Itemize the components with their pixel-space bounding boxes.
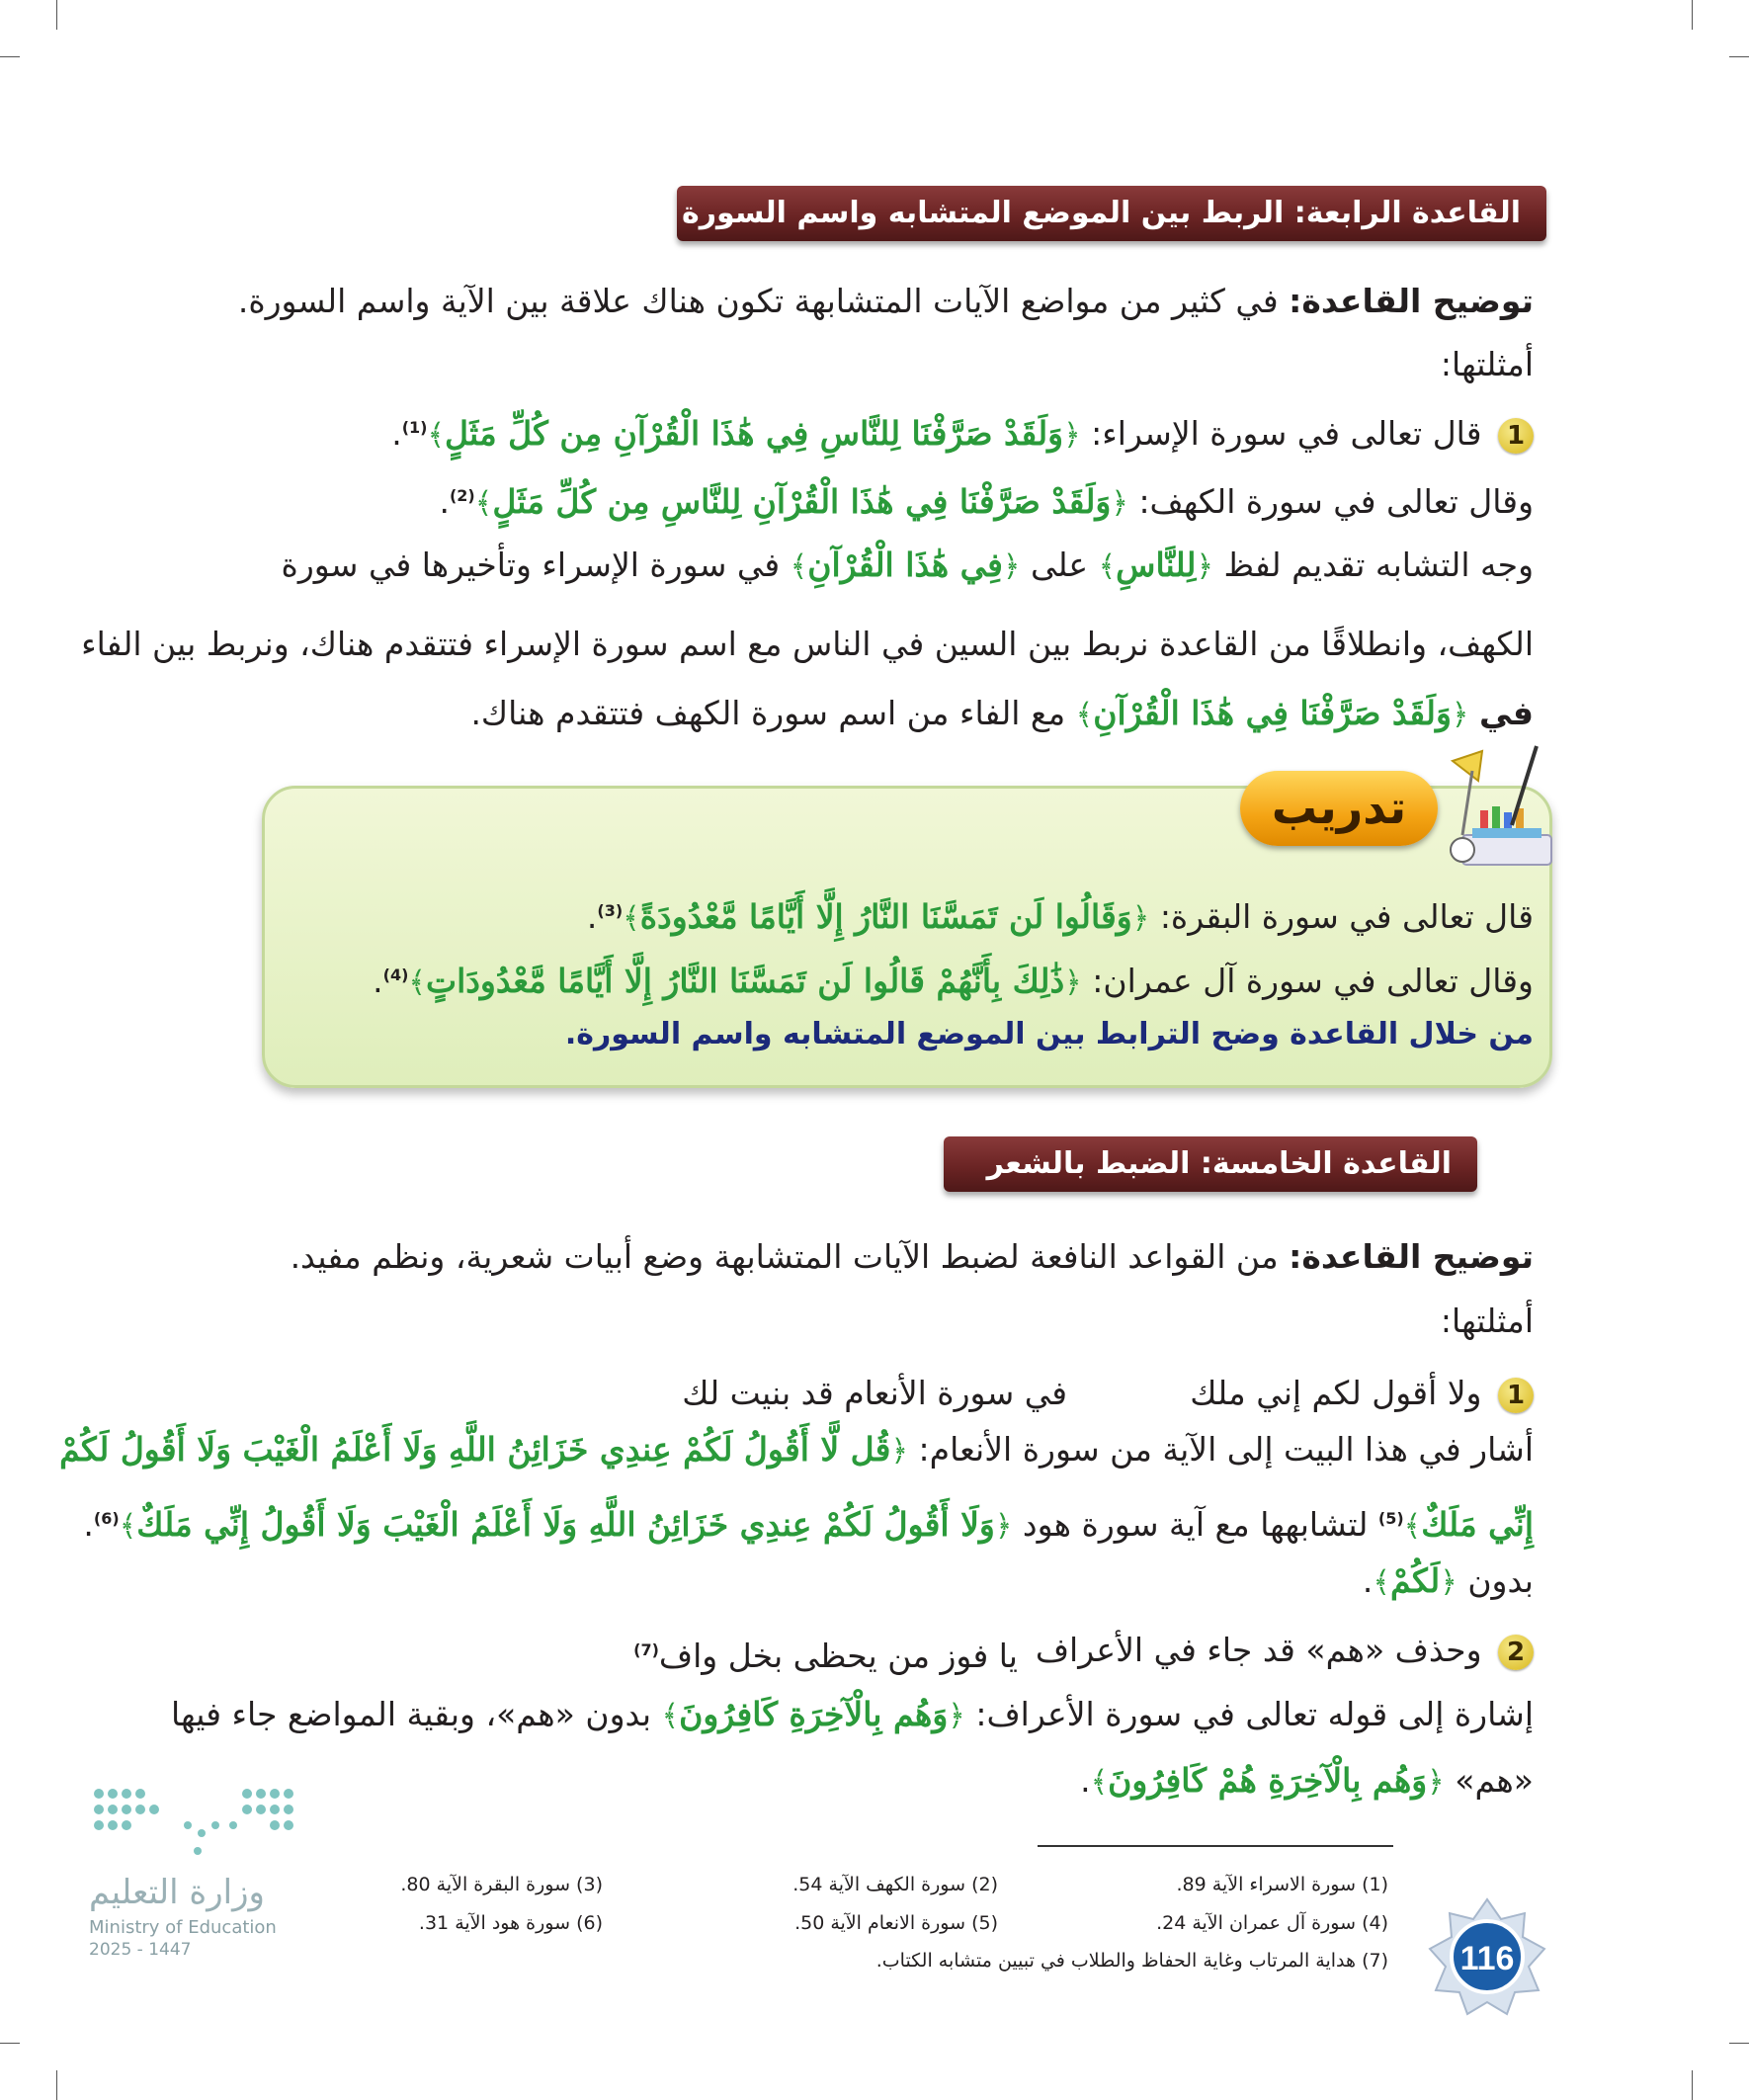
quran-verse: إِنِّي مَلَكٌ	[1421, 1505, 1534, 1544]
quran-bracket-close-icon: ﴾	[1373, 1565, 1390, 1600]
footnote-ref: (3)	[597, 901, 624, 920]
rule4-para1	[227, 539, 1534, 594]
explanation-label: توضيح القاعدة:	[1289, 282, 1534, 320]
rule4-example2: وقال تعالى في سورة الكهف: ﴿وَلَقَدْ صَرَّفْنَا فِي هَٰذَا الْقُرْآنِ لِلنَّاسِ مِن كُلِّ مَثَلٍ﴾$^{(2)}$.	[439, 482, 1534, 521]
footnote-1: (1) سورة الاسراء الآية 89.	[1176, 1874, 1388, 1895]
footnote-ref: (1)	[401, 418, 428, 437]
desk-lamp-books-icon	[1443, 741, 1561, 880]
footnote-ref: (7)	[633, 1640, 659, 1659]
practice-tab: تدريب	[1240, 771, 1438, 846]
crop-mark	[1729, 2043, 1749, 2044]
page-number: 116	[1459, 1940, 1515, 1977]
poem-second-hemistich: في سورة الأنعام قد بنيت لك	[682, 1374, 1067, 1412]
ex1-intro: قال تعالى في سورة الإسراء:	[1091, 414, 1482, 453]
para-text: قال تعالى في سورة البقرة:	[1159, 897, 1534, 936]
ex2-intro: وقال تعالى في سورة الكهف:	[1138, 482, 1534, 521]
poem-first-hemistich: وحذف «هم» قد جاء في الأعراف	[1035, 1631, 1482, 1669]
quran-verse: وَلَقَدْ صَرَّفْنَا فِي هَٰذَا الْقُرْآنِ	[1093, 694, 1452, 732]
rule5-heading: القاعدة الخامسة: الضبط بالشعر	[944, 1136, 1477, 1192]
quran-bracket-close-icon: ﴾	[427, 418, 446, 453]
rule5-p3: بدون ﴿لَكُمْ﴾.	[1362, 1561, 1534, 1600]
para-text: أشار في هذا البيت إلى الآية من سورة الأنعام:	[918, 1430, 1534, 1469]
para-text: في	[1479, 694, 1534, 732]
rule4-para2	[81, 618, 1534, 671]
quran-bracket-close-icon: ﴾	[408, 966, 426, 1000]
quran-bracket-close-icon: ﴾	[623, 901, 640, 936]
quran-bracket-open-icon: ﴿	[1063, 418, 1081, 453]
para-text: الكهف، وانطلاقًا من القاعدة نربط بين السين في الناس مع اسم سورة الإسراء فتتقدم هناك، ونربط بين الفاء	[81, 625, 1534, 663]
quran-bracket-close-icon: ﴾	[790, 549, 808, 584]
rule5-p2: إِنِّي مَلَكٌ﴾$^{(5)}$ لتشابهها مع آية سورة هود ﴿وَلَا أَقُولُ لَكُمْ عِندِي خَزَائِنُ اللَّهِ وَلَا أَعْلَمُ الْغَيْبَ وَلَا أَقُولُ إِنِّي مَلَكٌ﴾$^{(6)}$.	[83, 1505, 1534, 1544]
ministry-dots-icon	[79, 1774, 316, 1873]
footnote-ref: (6)	[93, 1509, 120, 1528]
quran-bracket-open-icon: ﴿	[1440, 1565, 1458, 1600]
quran-bracket-close-icon: ﴾	[1403, 1509, 1422, 1544]
para-text: «هم»	[1455, 1761, 1534, 1800]
ministry-arabic: وزارة التعليم	[89, 1873, 265, 1912]
rule5-examples-label	[227, 1295, 1534, 1348]
quran-bracket-close-icon: ﴾	[474, 486, 493, 521]
footnote-5: (5) سورة الانعام الآية 50.	[794, 1912, 998, 1934]
footnote-4: (4) سورة آل عمران الآية 24.	[1156, 1912, 1388, 1934]
footnote-7: (7) هداية المرتاب وغاية الحفاظ والطلاب في تبيين متشابه الكتاب.	[875, 1950, 1388, 1972]
rule5-p4	[170, 1688, 1534, 1743]
crop-mark	[0, 2043, 20, 2044]
quran-verse: فِي هَٰذَا الْقُرْآنِ	[807, 546, 1003, 584]
quran-verse: وَقَالُوا لَن تَمَسَّنَا النَّارُ إِلَّا أَيَّامًا مَّعْدُودَةً	[639, 897, 1132, 936]
para-text: إشارة إلى قوله تعالى في سورة الأعراف:	[975, 1695, 1534, 1733]
quran-bracket-close-icon: ﴾	[119, 1509, 137, 1544]
quran-bracket-open-icon: ﴿	[994, 1509, 1013, 1544]
footnote-ref: (2)	[449, 486, 475, 505]
example-number-badge: 1	[1498, 1378, 1534, 1413]
poem-second-hemistich: يا فوز من يحظى بخل واف	[658, 1637, 1018, 1675]
explanation-text: في كثير من مواضع الآيات المتشابهة تكون هناك علاقة بين الآية واسم السورة.	[237, 282, 1290, 320]
rule5-p5: «هم» ﴿وَهُم بِالْآخِرَةِ هُمْ كَافِرُونَ﴾.	[1080, 1761, 1534, 1800]
quran-bracket-open-icon: ﴿	[1064, 966, 1082, 1000]
poem1-second	[682, 1367, 1067, 1420]
quran-bracket-open-icon: ﴿	[1427, 1765, 1445, 1800]
footnote-3: (3) سورة البقرة الآية 80.	[400, 1874, 603, 1895]
para-text: وجه التشابه تقديم لفظ	[1223, 546, 1534, 584]
crop-mark	[1692, 0, 1693, 30]
para-text: مع الفاء من اسم سورة الكهف فتتقدم هناك.	[470, 694, 1066, 732]
rule5-p1	[59, 1423, 1534, 1478]
ministry-english: Ministry of Education	[89, 1917, 277, 1938]
rule4-examples-label	[227, 338, 1534, 391]
footnote-divider	[1038, 1845, 1393, 1847]
ministry-logo	[79, 1774, 316, 1962]
quran-verse: لَكُمْ	[1389, 1561, 1441, 1600]
quran-verse: ذَٰلِكَ بِأَنَّهُمْ قَالُوا لَن تَمَسَّنَا النَّارُ إِلَّا أَيَّامًا مَّعْدُودَاتٍ	[426, 962, 1065, 1000]
quran-bracket-close-icon: ﴾	[661, 1699, 680, 1733]
quran-bracket-open-icon: ﴿	[890, 1434, 909, 1469]
quran-verse: لِلنَّاسِ	[1116, 546, 1197, 584]
rule5-explanation	[227, 1230, 1534, 1284]
quran-bracket-open-icon: ﴿	[1002, 549, 1021, 584]
footnote-6: (6) سورة هود الآية 31.	[418, 1912, 603, 1934]
practice-q2: وقال تعالى في سورة آل عمران: ﴿ذَٰلِكَ بِأَنَّهُمْ قَالُوا لَن تَمَسَّنَا النَّارُ إِلَّا أَيَّامًا مَّعْدُودَاتٍ﴾$^{(4)}$.	[373, 962, 1534, 1000]
quran-verse: وَلَقَدْ صَرَّفْنَا لِلنَّاسِ فِي هَٰذَا الْقُرْآنِ مِن كُلِّ مَثَلٍ	[445, 414, 1064, 453]
poem1-line	[1190, 1367, 1534, 1420]
para-text: على	[1030, 546, 1089, 584]
quran-verse: وَهُم بِالْآخِرَةِ كَافِرُونَ	[679, 1695, 949, 1733]
quran-bracket-open-icon: ﴿	[1111, 486, 1128, 521]
poem2-line	[1036, 1624, 1534, 1677]
para-text: وقال تعالى في سورة آل عمران:	[1092, 962, 1534, 1000]
page-number-badge	[1428, 1897, 1546, 2016]
crop-mark	[1692, 2070, 1693, 2100]
quran-bracket-open-icon: ﴿	[1131, 901, 1150, 936]
footnote-ref: (4)	[382, 966, 409, 984]
example-number-badge: 1	[1498, 418, 1534, 454]
crop-mark	[56, 0, 57, 30]
quran-bracket-open-icon: ﴿	[948, 1699, 965, 1733]
practice-q1: قال تعالى في سورة البقرة: ﴿وَقَالُوا لَن تَمَسَّنَا النَّارُ إِلَّا أَيَّامًا مَّعْدُودَةً﴾$^{(3)}$.	[586, 897, 1534, 936]
crop-mark	[1729, 56, 1749, 57]
quran-verse: وَهُم بِالْآخِرَةِ هُمْ كَافِرُونَ	[1108, 1761, 1428, 1800]
rule4-example1: 1 قال تعالى في سورة الإسراء: ﴿وَلَقَدْ صَرَّفْنَا لِلنَّاسِ فِي هَٰذَا الْقُرْآنِ مِن كُلِّ مَثَلٍ﴾$^{(1)}$.	[227, 401, 1534, 462]
rule4-explanation	[227, 275, 1534, 328]
rule4-para3	[227, 687, 1534, 742]
quran-bracket-close-icon: ﴾	[1090, 1765, 1109, 1800]
practice-task	[227, 1008, 1534, 1061]
explanation-label: توضيح القاعدة:	[1289, 1237, 1534, 1276]
task-text: من خلال القاعدة وضح الترابط بين الموضع المتشابه واسم السورة.	[564, 1017, 1534, 1051]
rule4-heading: القاعدة الرابعة: الربط بين الموضع المتشابه واسم السورة	[677, 186, 1546, 241]
para-text: بدون «هم»، وبقية المواضع جاء فيها	[170, 1695, 652, 1733]
ministry-year: 2025 - 1447	[89, 1940, 192, 1960]
quran-bracket-open-icon: ﴿	[1196, 549, 1214, 584]
quran-bracket-close-icon: ﴾	[1098, 549, 1117, 584]
quran-verse: قُل لَّا أَقُولُ لَكُمْ عِندِي خَزَائِنُ اللَّهِ وَلَا أَعْلَمُ الْغَيْبَ وَلَا أَقُولُ لَكُمْ	[59, 1430, 891, 1469]
quran-verse: وَلَقَدْ صَرَّفْنَا فِي هَٰذَا الْقُرْآنِ لِلنَّاسِ مِن كُلِّ مَثَلٍ	[492, 482, 1112, 521]
footnote-ref: (5)	[1377, 1509, 1404, 1528]
quran-bracket-close-icon: ﴾	[1075, 698, 1094, 732]
poem-first-hemistich: ولا أقول لكم إني ملك	[1190, 1374, 1482, 1412]
crop-mark	[56, 2070, 57, 2100]
para-text: لتشابهها مع آية سورة هود	[1022, 1505, 1369, 1544]
quran-verse: وَلَا أَقُولُ لَكُمْ عِندِي خَزَائِنُ اللَّهِ وَلَا أَعْلَمُ الْغَيْبَ وَلَا أَقُولُ إِنِّي مَلَكٌ	[136, 1505, 995, 1544]
para-text: في سورة الإسراء وتأخيرها في سورة	[281, 546, 781, 584]
explanation-text: من القواعد النافعة لضبط الآيات المتشابهة وضع أبيات شعرية، ونظم مفيد.	[290, 1237, 1290, 1276]
footnote-2: (2) سورة الكهف الآية 54.	[792, 1874, 998, 1895]
examples-label: أمثلتها:	[1440, 345, 1534, 383]
examples-label: أمثلتها:	[1440, 1302, 1534, 1340]
crop-mark	[0, 56, 20, 57]
quran-bracket-open-icon: ﴿	[1451, 698, 1469, 732]
poem2-second	[633, 1624, 1018, 1683]
para-text: بدون	[1467, 1561, 1534, 1600]
example-number-badge: 2	[1498, 1635, 1534, 1670]
